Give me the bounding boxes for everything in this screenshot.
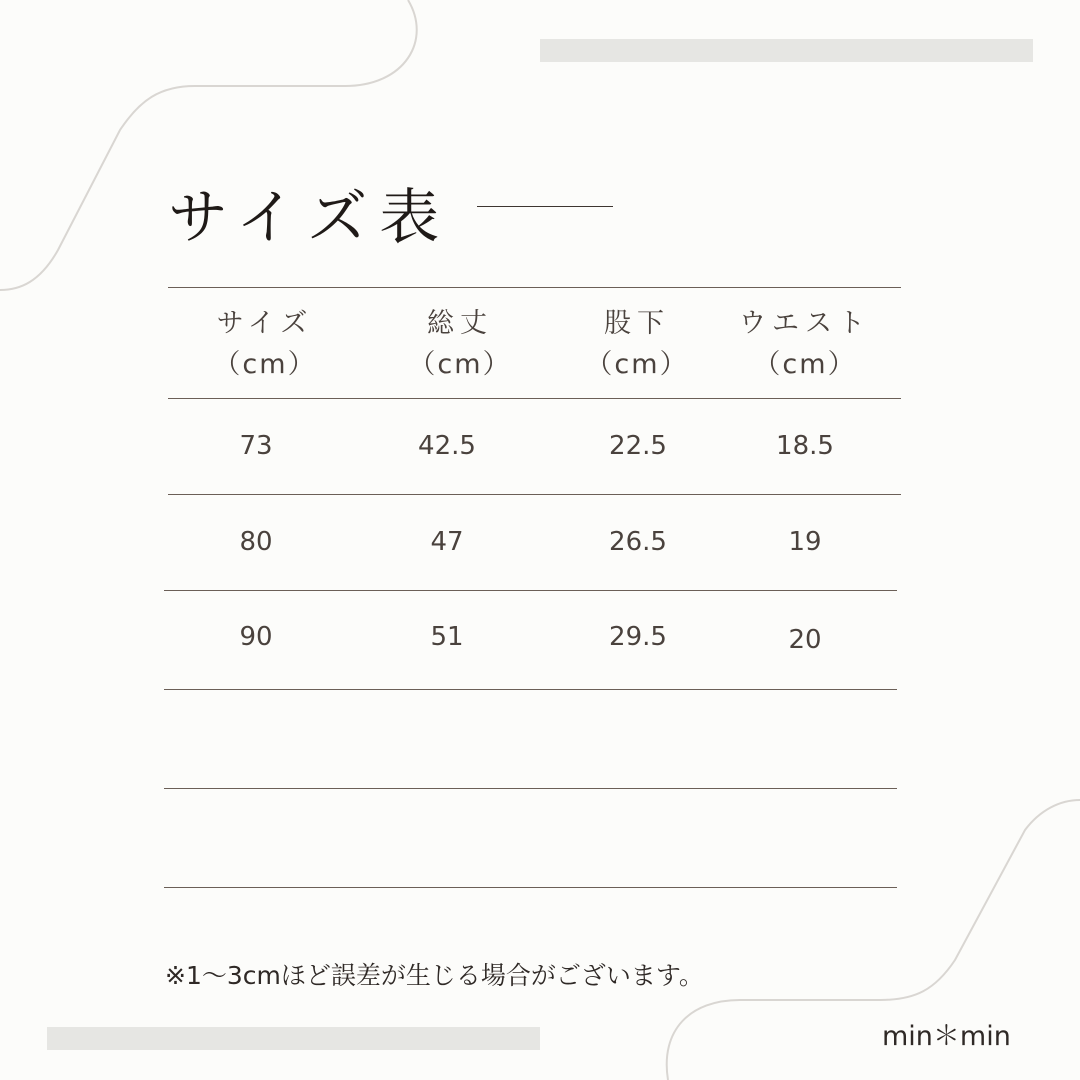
header-total-length	[375, 303, 545, 385]
table-cell: 42.5	[418, 431, 476, 461]
table-cell: 29.5	[609, 622, 667, 652]
header-label: ウエスト	[739, 308, 871, 339]
table-cell: 18.5	[776, 431, 834, 461]
table-cell: 80	[239, 527, 273, 557]
table-cell: 47	[430, 527, 464, 557]
header-inseam	[552, 303, 722, 385]
table-cell: 90	[239, 622, 273, 652]
header-waist	[720, 303, 890, 385]
table-cell: 22.5	[609, 431, 667, 461]
header-unit: （cm）	[585, 349, 689, 380]
table-cell: 26.5	[609, 527, 667, 557]
header-unit: （cm）	[213, 349, 317, 380]
table-rule	[164, 689, 897, 690]
decorative-bar-bottom	[47, 1027, 540, 1050]
header-size	[180, 303, 350, 385]
page-title: サイズ表	[168, 183, 452, 253]
table-cell: 19	[788, 527, 822, 557]
table-rule	[168, 398, 901, 399]
table-rule	[164, 788, 897, 789]
title-underline	[477, 206, 613, 207]
decorative-bar-top	[540, 39, 1033, 62]
header-label: サイズ	[216, 308, 314, 339]
header-label: 総丈	[427, 308, 493, 339]
header-unit: （cm）	[408, 349, 512, 380]
table-rule	[164, 887, 897, 888]
brand-name: min＊min	[882, 1021, 1011, 1052]
table-cell: 20	[788, 625, 822, 655]
header-unit: （cm）	[753, 349, 857, 380]
table-rule	[164, 590, 897, 591]
table-rule	[168, 494, 901, 495]
table-cell: 73	[239, 431, 273, 461]
disclaimer-note: ※1〜3cmほど誤差が生じる場合がございます。	[165, 961, 704, 990]
table-cell: 51	[430, 622, 464, 652]
header-label: 股下	[604, 308, 670, 339]
table-rule	[168, 287, 901, 288]
